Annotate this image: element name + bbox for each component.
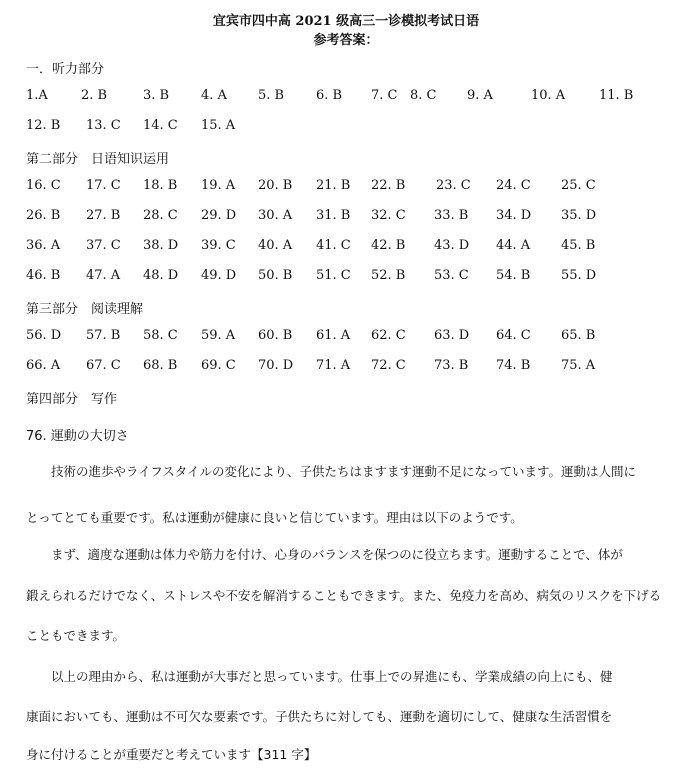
answer-item: 44. A <box>496 238 531 253</box>
answer-item: 38. D <box>143 238 179 253</box>
answer-item: 28. C <box>143 208 178 223</box>
answer-item: 72. C <box>371 358 406 373</box>
answer-item: 27. B <box>86 208 121 223</box>
answer-item: 71. A <box>316 358 351 373</box>
answer-item: 13. C <box>86 118 121 133</box>
page-title: 宜宾市四中高 2021 级高三一诊模拟考试日语 <box>212 14 480 29</box>
answer-item: 51. C <box>316 268 351 283</box>
answer-item: 12. B <box>26 118 61 133</box>
answer-item: 39. C <box>201 238 236 253</box>
answer-item: 9. A <box>467 88 493 103</box>
answer-item: 48. D <box>143 268 179 283</box>
answer-item: 15. A <box>201 118 236 133</box>
answer-item: 23. C <box>436 178 471 193</box>
answer-item: 70. D <box>258 358 294 373</box>
essay-line: こともできます。 <box>26 628 126 643</box>
answer-item: 31. B <box>316 208 351 223</box>
answer-item: 40. A <box>258 238 293 253</box>
answer-item: 45. B <box>561 238 596 253</box>
answer-item: 53. C <box>434 268 469 283</box>
answer-item: 19. A <box>201 178 236 193</box>
answer-item: 11. B <box>599 88 634 103</box>
answer-item: 34. D <box>496 208 532 223</box>
essay-line: とってとても重要です。私は運動が健康に良いと信じています。理由は以下のようです。 <box>26 510 523 525</box>
essay-line: 身に付けることが重要だと考えています【311 字】 <box>26 747 317 762</box>
essay-line: 鍛えられるだけでなく、ストレスや不安を解消することもできます。また、免疫力を高め、病気のリスクを下げる <box>26 588 662 603</box>
answer-item: 7. C <box>371 88 398 103</box>
answer-item: 52. B <box>371 268 406 283</box>
answer-item: 20. B <box>258 178 293 193</box>
answer-item: 73. B <box>434 358 469 373</box>
page-subtitle: 参考答案： <box>313 33 379 48</box>
answer-item: 62. C <box>371 328 406 343</box>
answer-item: 16. C <box>26 178 61 193</box>
answer-item: 49. D <box>201 268 237 283</box>
answer-item: 67. C <box>86 358 121 373</box>
answer-item: 59. A <box>201 328 236 343</box>
answer-item: 43. D <box>434 238 470 253</box>
answer-item: 41. C <box>316 238 351 253</box>
answer-item: 75. A <box>561 358 596 373</box>
essay-title: 76. 運動の大切さ <box>26 429 129 444</box>
answer-item: 1.A <box>26 88 48 103</box>
answer-item: 8. C <box>410 88 437 103</box>
answer-item: 50. B <box>258 268 293 283</box>
answer-item: 17. C <box>86 178 121 193</box>
answer-item: 29. D <box>201 208 237 223</box>
answer-item: 36. A <box>26 238 61 253</box>
section-heading-reading: 第三部分 阅读理解 <box>26 302 144 317</box>
answer-item: 6. B <box>316 88 343 103</box>
answer-item: 5. B <box>258 88 285 103</box>
answer-item: 10. A <box>531 88 566 103</box>
answer-item: 22. B <box>371 178 406 193</box>
essay-line: 技術の進歩やライフスタイルの変化により、子供たちはますます運動不足になっています。運動は人間に <box>26 464 637 479</box>
answer-item: 61. A <box>316 328 351 343</box>
answer-item: 57. B <box>86 328 121 343</box>
answer-item: 55. D <box>561 268 597 283</box>
essay-line: 以上の理由から、私は運動が大事だと思っています。仕事上での昇進にも、学業成績の向上にも、健 <box>26 669 613 684</box>
section-heading-writing: 第四部分 写作 <box>26 392 118 407</box>
answer-item: 66. A <box>26 358 61 373</box>
answer-item: 56. D <box>26 328 62 343</box>
answer-item: 68. B <box>143 358 178 373</box>
answer-item: 47. A <box>86 268 121 283</box>
answer-item: 33. B <box>434 208 469 223</box>
answer-item: 18. B <box>143 178 178 193</box>
answer-item: 54. B <box>496 268 531 283</box>
answer-item: 60. B <box>258 328 293 343</box>
answer-item: 58. C <box>143 328 178 343</box>
section-heading-listening: 一．听力部分 <box>26 62 105 77</box>
answer-item: 64. C <box>496 328 531 343</box>
answer-item: 21. B <box>316 178 351 193</box>
answer-item: 65. B <box>561 328 596 343</box>
answer-item: 25. C <box>561 178 596 193</box>
answer-item: 46. B <box>26 268 61 283</box>
answer-item: 35. D <box>561 208 597 223</box>
section-heading-knowledge: 第二部分 日语知识运用 <box>26 152 170 167</box>
answer-item: 4. A <box>201 88 227 103</box>
answer-item: 2. B <box>81 88 108 103</box>
answer-item: 37. C <box>86 238 121 253</box>
answer-item: 30. A <box>258 208 293 223</box>
answer-item: 3. B <box>143 88 170 103</box>
answer-item: 63. D <box>434 328 470 343</box>
answer-item: 69. C <box>201 358 236 373</box>
answer-item: 42. B <box>371 238 406 253</box>
answer-item: 32. C <box>371 208 406 223</box>
answer-item: 26. B <box>26 208 61 223</box>
essay-line: 康面においても、運動は不可欠な要素です。子供たちに対しても、運動を適切にして、健康な生活習慣を <box>26 709 613 724</box>
essay-line: まず、適度な運動は体力や筋力を付け、心身のバランスを保つのに役立ちます。運動することで、体が <box>26 547 623 562</box>
answer-item: 14. C <box>143 118 178 133</box>
answer-item: 74. B <box>496 358 531 373</box>
answer-item: 24. C <box>496 178 531 193</box>
